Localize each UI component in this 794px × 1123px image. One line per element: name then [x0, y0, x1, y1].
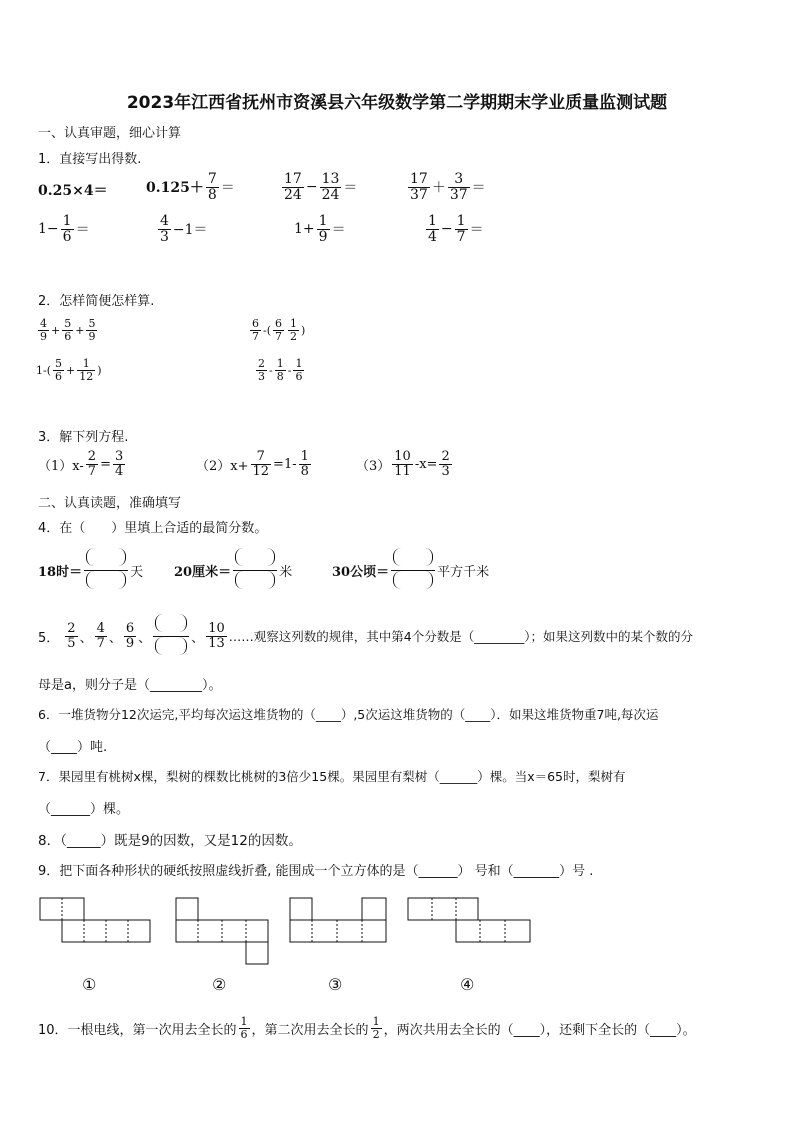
q4-item-3: 30公顷＝ 平方千米 [332, 548, 489, 592]
q2-expr-3: 1-( $\frac{5}{6}$ + $\frac{1}{12}$ ) [36, 357, 102, 383]
cube-net-4 [408, 898, 530, 942]
q6-line-2: （____）吨. [38, 740, 108, 755]
q1-expr-4: $\frac{17}{37}$ ＋ $\frac{3}{37}$ ＝ [410, 171, 486, 203]
q3-equation-1: （1）x- $\frac{2}{7}$ = $\frac{3}{4}$ [38, 449, 124, 479]
section-1-heading: 一、认真审题，细心计算 [38, 126, 182, 141]
q10-text: 10．一根电线，第一次用去全长的 $\frac{1}{6}$ ，第二次用去全长的 $\frac{1}{2}$ ，两次共用去全长的（____），还剩下全长的（____）。 [38, 1015, 696, 1041]
page-title: 2023年江西省抚州市资溪县六年级数学第二学期期末学业质量监测试题 [126, 93, 668, 113]
cube-nets [0, 890, 794, 970]
cube-net-label-3: ③ [328, 975, 343, 994]
q1-expr-3: $\frac{17}{24}$ − $\frac{13}{24}$ ＝ [284, 171, 358, 203]
q1-label: 1．直接写出得数. [38, 152, 142, 167]
q2-expr-2: $\frac{6}{7}$ -( $\frac{6}{7}$ $\frac{1}{2}$ ) [252, 317, 306, 343]
q4-item-2: 20厘米＝ 米 [174, 548, 292, 592]
q1-expr-6: $\frac{4}{3}$ −1＝ [160, 213, 208, 245]
q3-equation-3: （3） $\frac{10}{11}$ -x= $\frac{2}{3}$ [356, 449, 450, 479]
q1-expr-8: $\frac{1}{4}$ − $\frac{1}{7}$ ＝ [428, 213, 484, 245]
cube-net-1 [40, 898, 150, 942]
cube-net-label-2: ② [212, 975, 227, 994]
q1-expr-1: 0.25×4＝ [38, 183, 108, 199]
q7-line-1: 7．果园里有桃树x棵，梨树的棵数比桃树的3倍少15棵。果园里有梨树（______）棵。当x＝65时，梨树有 [38, 769, 626, 784]
q1-expr-2: 0.125＋ $\frac{7}{8}$ ＝ [146, 171, 235, 203]
q4-item-1: 18时＝ 天 [38, 548, 143, 592]
cube-net-2 [176, 898, 268, 964]
q6-line-1: 6．一堆货物分12次运完,平均每次运这堆货物的（____）,5次运这堆货物的（____）．如果这堆货物重7吨,每次运 [38, 707, 659, 722]
q9-text: 9．把下面各种形状的硬纸按照虚线折叠, 能围成一个立方体的是（______） 号和（_______）号 . [38, 864, 594, 879]
cube-net-label-4: ④ [460, 975, 475, 994]
cube-net-label-1: ① [82, 975, 97, 994]
q7-line-2: （______）棵。 [38, 802, 130, 817]
q3-equation-2: （2）x+ $\frac{7}{12}$ =1- $\frac{1}{8}$ [196, 449, 309, 479]
q8-text: 8．（_____）既是9的因数，又是12的因数。 [38, 833, 302, 849]
cube-net-3 [290, 898, 386, 942]
q3-label: 3．解下列方程. [38, 430, 129, 445]
q5-line-1: 5． $\frac{2}{5}$ 、 $\frac{4}{7}$ 、 $\frac{6}{9}$ 、 、 $\frac{10}{13}$ ……观察这列数的规律，其中第4个分数是（________）；如果这列数中的某个数的分 [38, 614, 693, 658]
q5-line-2: 母是a，则分子是（________）。 [38, 678, 222, 693]
q1-expr-7: 1+ $\frac{1}{9}$ ＝ [294, 213, 346, 245]
q2-expr-1: $\frac{4}{9}$ + $\frac{5}{6}$ + $\frac{5}{9}$ [40, 317, 96, 343]
q2-expr-4: $\frac{2}{3}$ - $\frac{1}{8}$ - $\frac{1}{6}$ [258, 357, 303, 383]
q1-expr-5: 1− $\frac{1}{6}$ ＝ [38, 213, 90, 245]
q2-label: 2．怎样简便怎样算. [38, 294, 155, 309]
q4-label: 4．在（ ）里填上合适的最简分数。 [38, 521, 268, 536]
section-2-heading: 二、认真读题，准确填写 [38, 496, 182, 511]
